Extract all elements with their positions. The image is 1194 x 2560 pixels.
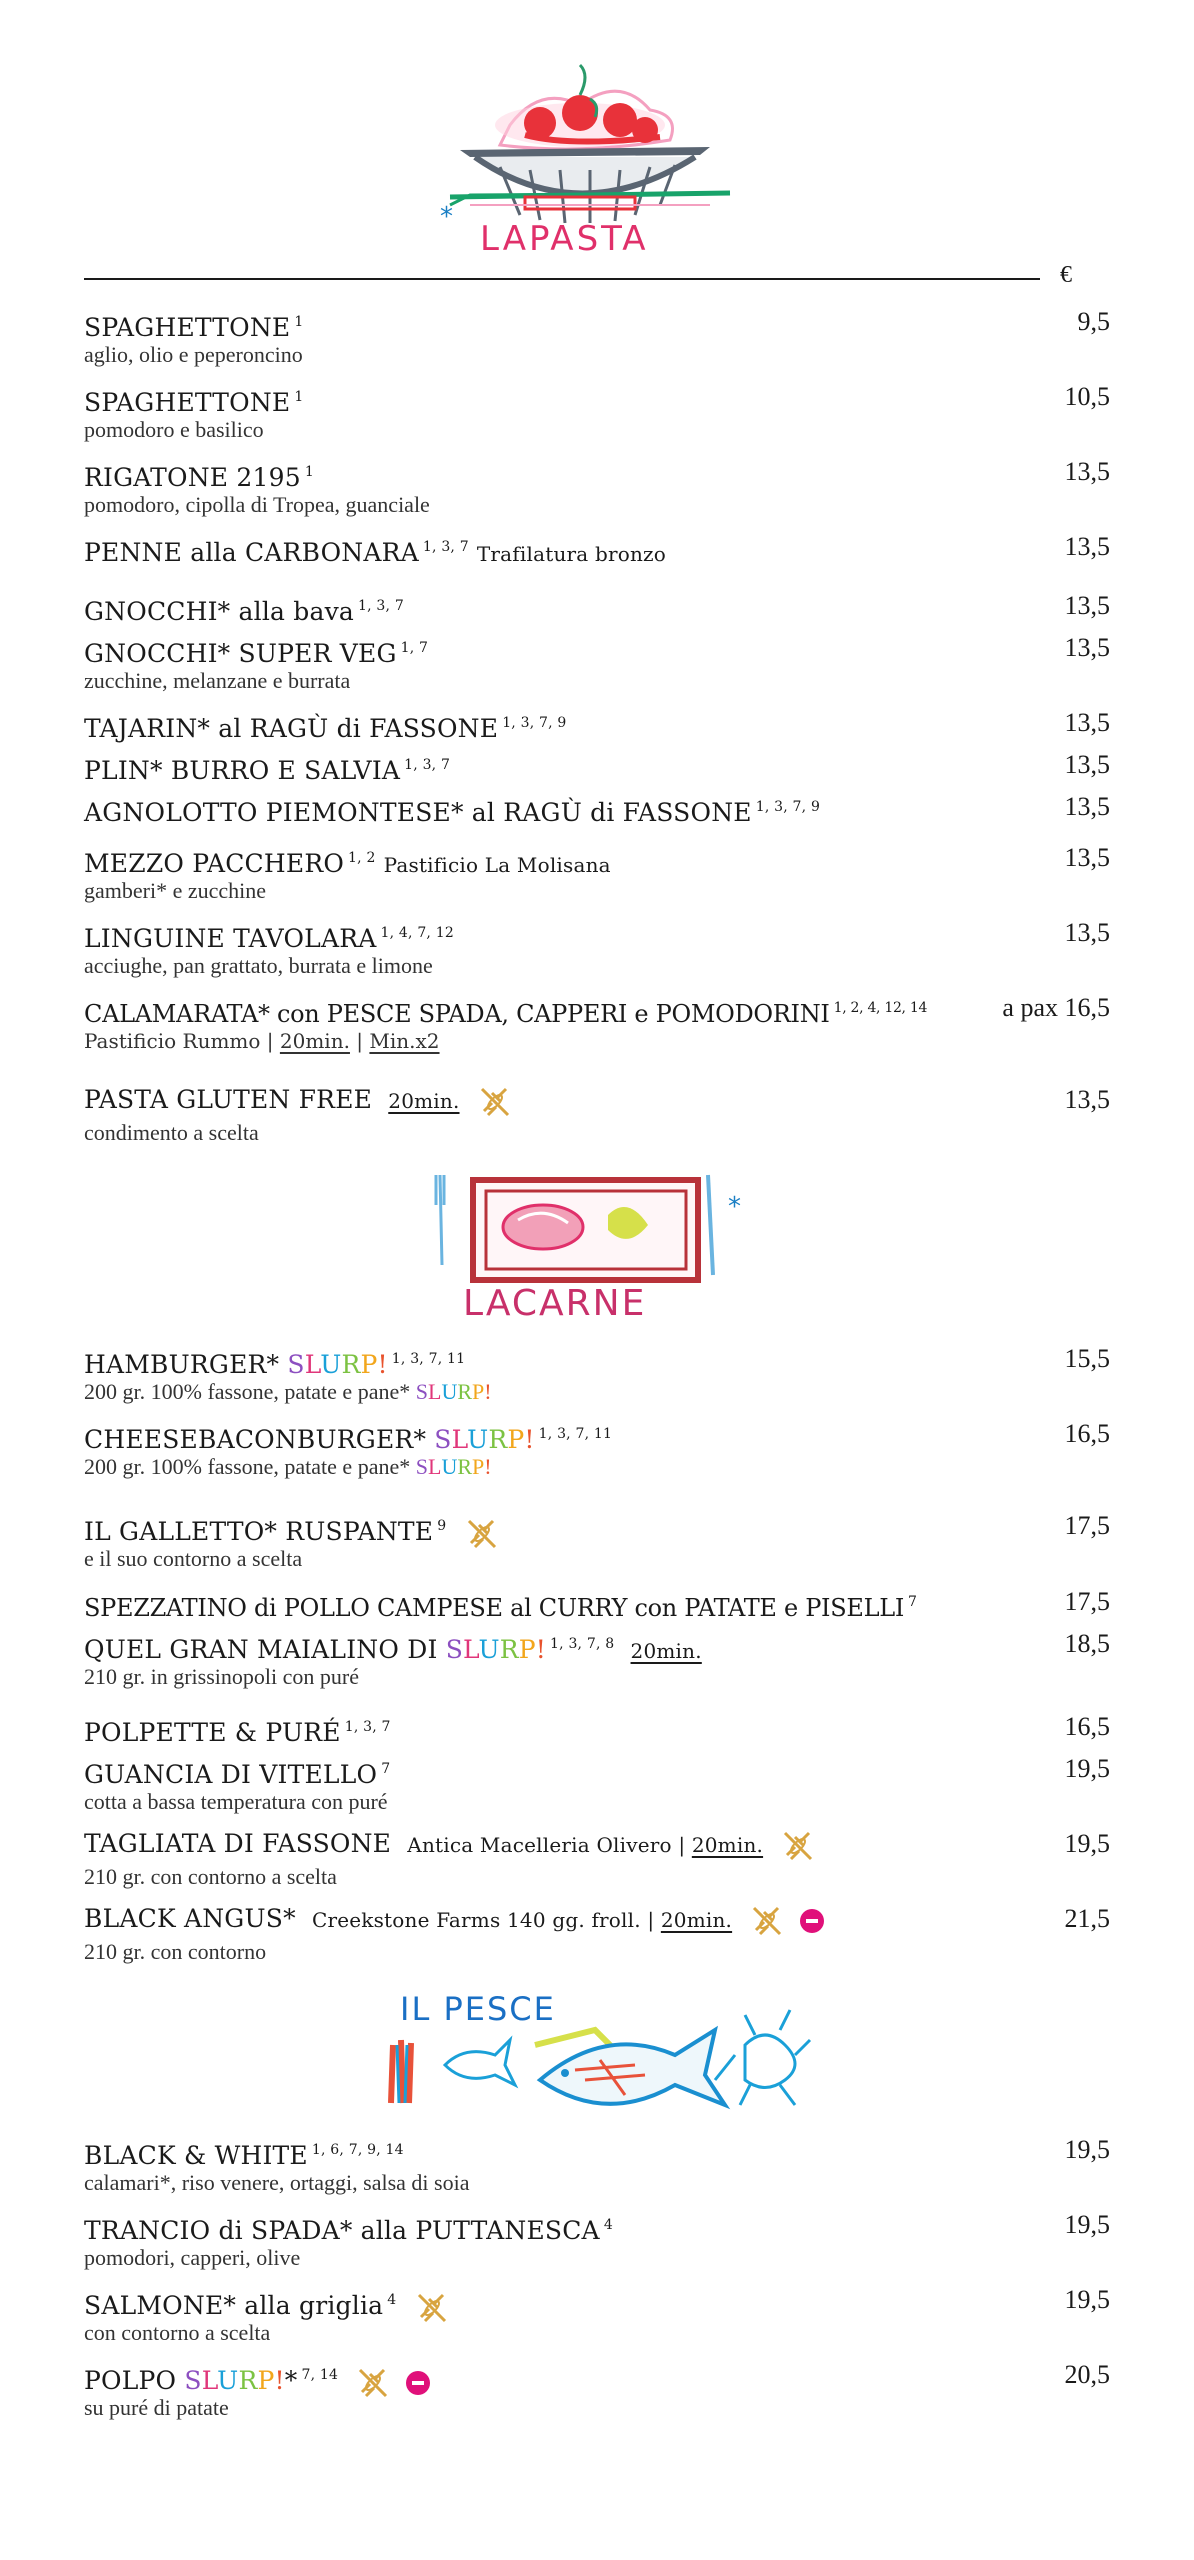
menu-item: POLPO SLURP!* $^{7, 14}$ 20,5 su puré di patate bbox=[84, 2360, 1110, 2420]
menu-item: HAMBURGER* SLURP! $^{1, 3, 7, 11}$ 15,5 200 gr. 100% fassone, patate e pane* SLURP! bbox=[84, 1344, 1110, 1404]
gluten-free-icon bbox=[781, 1829, 815, 1863]
menu-item: QUEL GRAN MAIALINO DI SLURP! $^{1, 3, 7, 8}$ 20min. 18,5 210 gr. in grissinopoli con puré bbox=[84, 1629, 1110, 1689]
slurp-logo: SLURP! bbox=[184, 2366, 285, 2395]
pesce-section-title: IL PESCE bbox=[400, 1990, 556, 2028]
menu-item: BLACK & WHITE $^{1, 6, 7, 9, 14}$ 19,5 calamari*, riso venere, ortaggi, salsa di soia bbox=[84, 2135, 1110, 2195]
gluten-free-icon bbox=[750, 1904, 784, 1938]
minus-circle-icon bbox=[800, 1909, 824, 1933]
gluten-free-icon bbox=[478, 1085, 512, 1119]
menu-item: GUANCIA DI VITELLO $^7$ 19,5 cotta a bassa temperatura con puré bbox=[84, 1754, 1110, 1814]
gluten-free-icon bbox=[465, 1517, 499, 1551]
gluten-free-icon bbox=[415, 2291, 449, 2325]
slurp-logo: SLURP! bbox=[434, 1425, 535, 1454]
pesce-illustration bbox=[385, 1985, 815, 2110]
carne-illustration bbox=[428, 1165, 758, 1320]
slurp-logo: SLURP! bbox=[287, 1350, 388, 1379]
menu-item: SALMONE* alla griglia $^4$ 19,5 con contorno a scelta bbox=[84, 2285, 1110, 2345]
menu-item: SPAGHETTONE $^1$ 9,5 aglio, olio e peperoncino bbox=[84, 307, 1110, 367]
menu-item: RIGATONE 2195 $^1$ 13,5 pomodoro, cipolla di Tropea, guanciale bbox=[84, 457, 1110, 517]
menu-item: TAJARIN* al RAGÙ di FASSONE $^{1, 3, 7, 9}$ 13,5 bbox=[84, 708, 1110, 743]
carne-section-title: LACARNE bbox=[463, 1283, 647, 1320]
gluten-free-icon bbox=[356, 2366, 390, 2400]
menu-item: BLACK ANGUS* Creekstone Farms 140 gg. froll. | 20min. 21,5 210 gr. con contorno bbox=[84, 1904, 1110, 1964]
menu-item: LINGUINE TAVOLARA $^{1, 4, 7, 12}$ 13,5 acciughe, pan grattato, burrata e limone bbox=[84, 918, 1110, 978]
slurp-logo: SLURP! bbox=[445, 1635, 547, 1664]
menu-item: IL GALLETTO* RUSPANTE $^9$ 17,5 e il suo contorno a scelta bbox=[84, 1511, 1110, 1571]
pasta-section-title: LAPASTA bbox=[480, 219, 649, 259]
header-divider bbox=[84, 278, 1040, 280]
pasta-illustration bbox=[430, 55, 740, 260]
menu-item: CHEESEBACONBURGER* SLURP! $^{1, 3, 7, 11}$ 16,5 200 gr. 100% fassone, patate e pane* SLURP! bbox=[84, 1419, 1110, 1479]
menu-item: MEZZO PACCHERO $^{1, 2}$ Pastificio La Molisana 13,5 gamberi* e zucchine bbox=[84, 843, 1110, 903]
menu-item: AGNOLOTTO PIEMONTESE* al RAGÙ di FASSONE $^{1, 3, 7, 9}$ 13,5 bbox=[84, 792, 1110, 827]
menu-item: SPAGHETTONE $^1$ 10,5 pomodoro e basilico bbox=[84, 382, 1110, 442]
menu-item: TRANCIO di SPADA* alla PUTTANESCA $^4$ 19,5 pomodori, capperi, olive bbox=[84, 2210, 1110, 2270]
menu-item: POLPETTE & PURÉ $^{1, 3, 7}$ 16,5 bbox=[84, 1712, 1110, 1747]
menu-item: PENNE alla CARBONARA $^{1, 3, 7}$ Trafilatura bronzo 13,5 bbox=[84, 532, 1110, 567]
menu-item: SPEZZATINO di POLLO CAMPESE al CURRY con PATATE e PISELLI $^7$ 17,5 bbox=[84, 1587, 1110, 1622]
menu-item: TAGLIATA DI FASSONE Antica Macelleria Olivero | 20min. 19,5 210 gr. con contorno a scelta bbox=[84, 1829, 1110, 1889]
menu-item: PLIN* BURRO E SALVIA $^{1, 3, 7}$ 13,5 bbox=[84, 750, 1110, 785]
currency-symbol: € bbox=[1060, 262, 1072, 288]
svg-text:*: * bbox=[728, 1192, 741, 1222]
svg-text:*: * bbox=[440, 202, 453, 232]
minus-circle-icon bbox=[406, 2371, 430, 2395]
menu-item: GNOCCHI* alla bava $^{1, 3, 7}$ 13,5 bbox=[84, 591, 1110, 626]
menu-item: PASTA GLUTEN FREE 20min. 13,5 condimento a scelta bbox=[84, 1085, 1110, 1145]
menu-item: CALAMARATA* con PESCE SPADA, CAPPERI e POMODORINI $^{1, 2, 4, 12, 14}$ a pax 16,5 Pastificio Rummo | 20min. | Min.x2 bbox=[84, 993, 1110, 1053]
menu-item: GNOCCHI* SUPER VEG $^{1, 7}$ 13,5 zucchine, melanzane e burrata bbox=[84, 633, 1110, 693]
